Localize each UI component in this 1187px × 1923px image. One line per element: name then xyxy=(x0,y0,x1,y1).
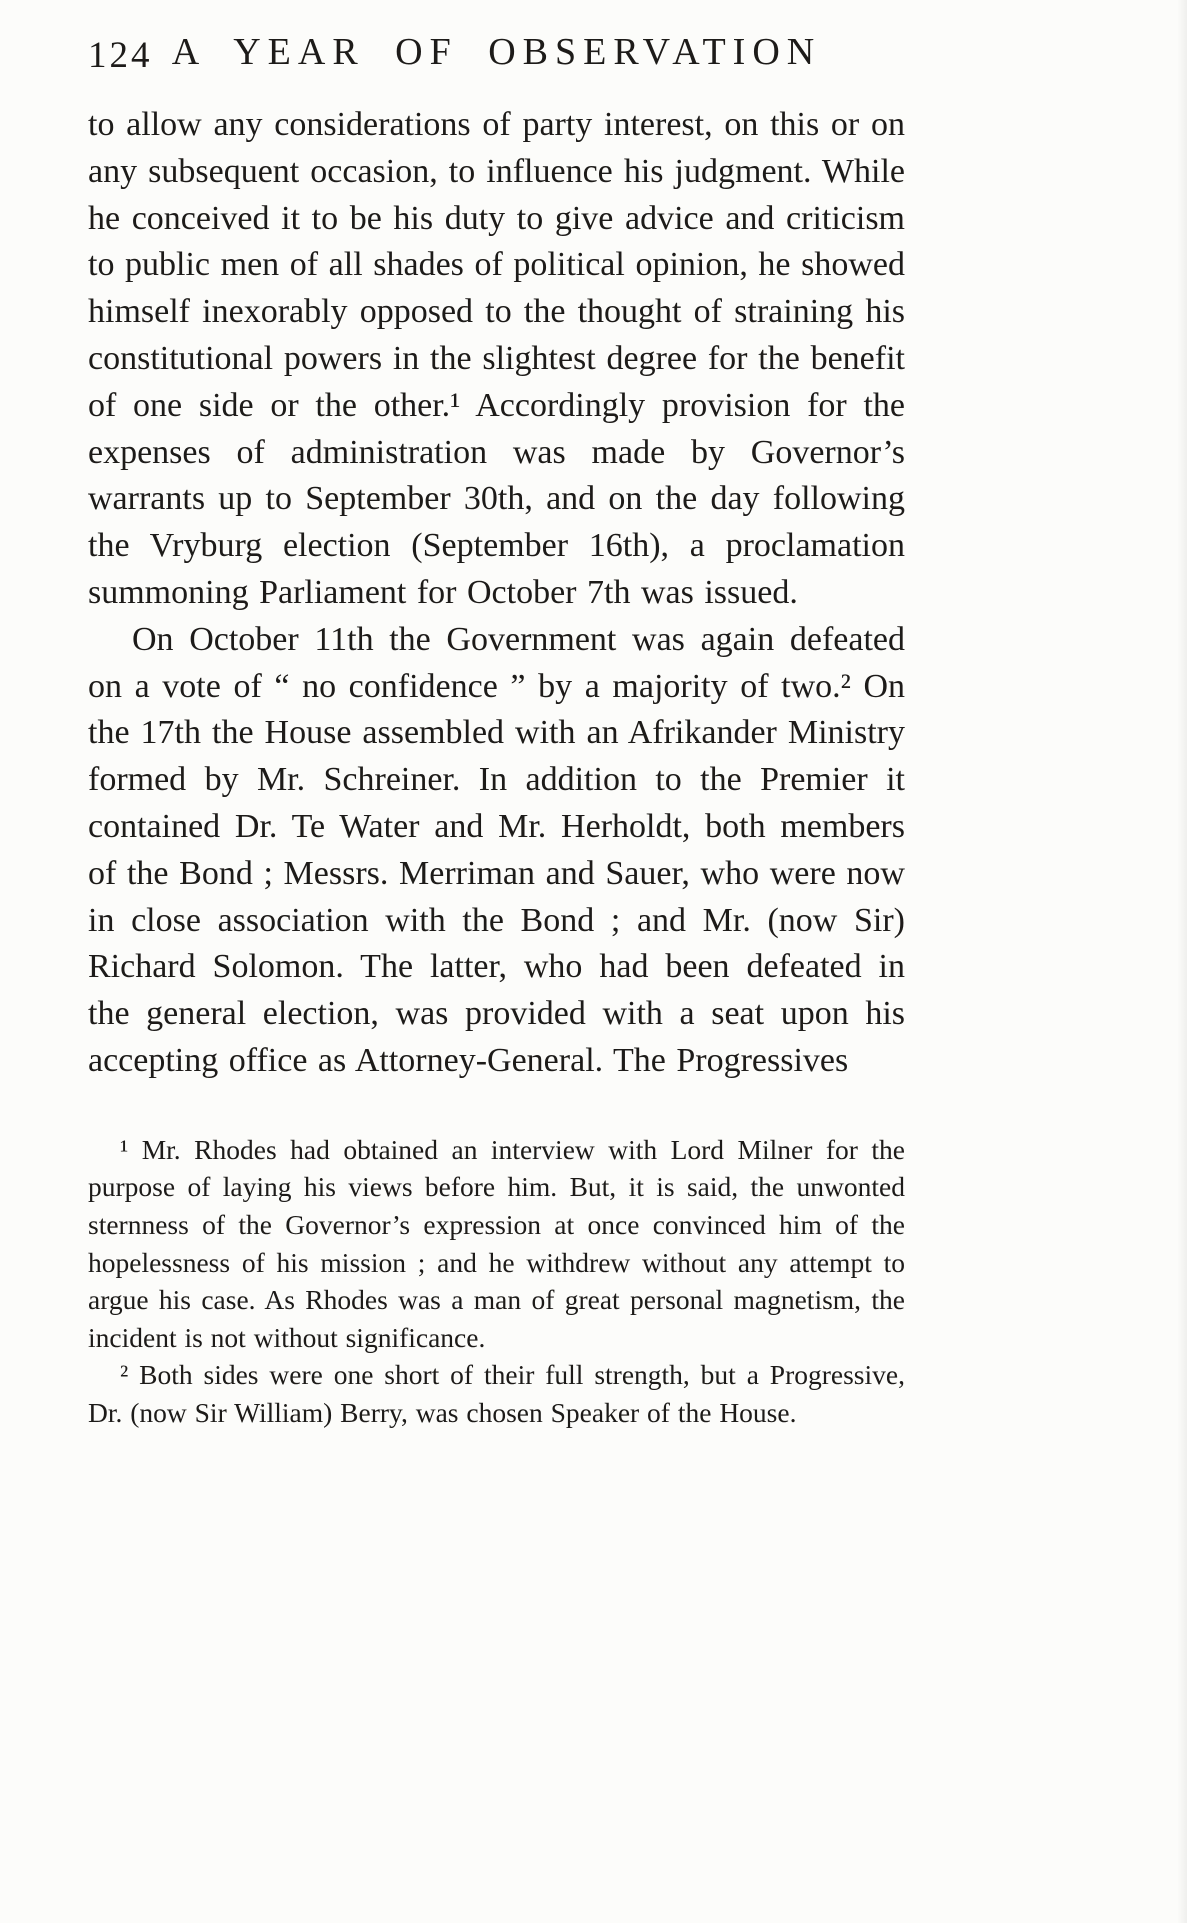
page-number: 124 xyxy=(88,35,153,76)
page-header xyxy=(88,26,905,88)
running-title: A YEAR OF OBSERVATION xyxy=(171,31,822,73)
paragraph-continued: to allow any considerations of party interest, on this or on any subsequent occasion, to influence his judgment. While he conceived it to be his duty to give advice and criticism to public men of all shades of political opinion, he showed himself inexorably opposed to the thought of straining his constitutional powers in the slightest degree for the benefit of one side or the other.¹ Accordingly provision for the expenses of administration was made by Governor’s warrants up to September 30th, and on the day following the Vryburg election (September 16th), a proclamation summoning Parliament for October 7th was issued. xyxy=(88,106,905,611)
paragraph: On October 11th the Government was again defeated on a vote of “ no confidence ” by a majority of two.² On the 17th the House assembled with an Afrikander Ministry formed by Mr. Schreiner. In addition to the Premier it contained Dr. Te Water and Mr. Herholdt, both members of the Bond ; Messrs. Merriman and Sauer, who were now in close association with the Bond ; and Mr. (now Sir) Richard Solomon. The latter, who had been defeated in the general election, was provided with a seat upon his accepting office as Attorney-General. The Progressives xyxy=(88,620,905,1079)
footnote-1: ¹ Mr. Rhodes had obtained an interview with Lord Milner for the purpose of laying his views before him. But, it is said, the unwonted sternness of the Governor’s expression at once convinced him of the hopelessness of his mission ; and he withdrew without any attempt to argue his case. As Rhodes was a man of great personal magnetism, the incident is not without significance. xyxy=(88,1133,905,1353)
footnotes-section xyxy=(88,1131,905,1432)
body-text xyxy=(88,102,905,1085)
footnote-2: ² Both sides were one short of their full strength, but a Progressive, Dr. (now Sir William) Berry, was chosen Speaker of the House. xyxy=(88,1359,905,1428)
